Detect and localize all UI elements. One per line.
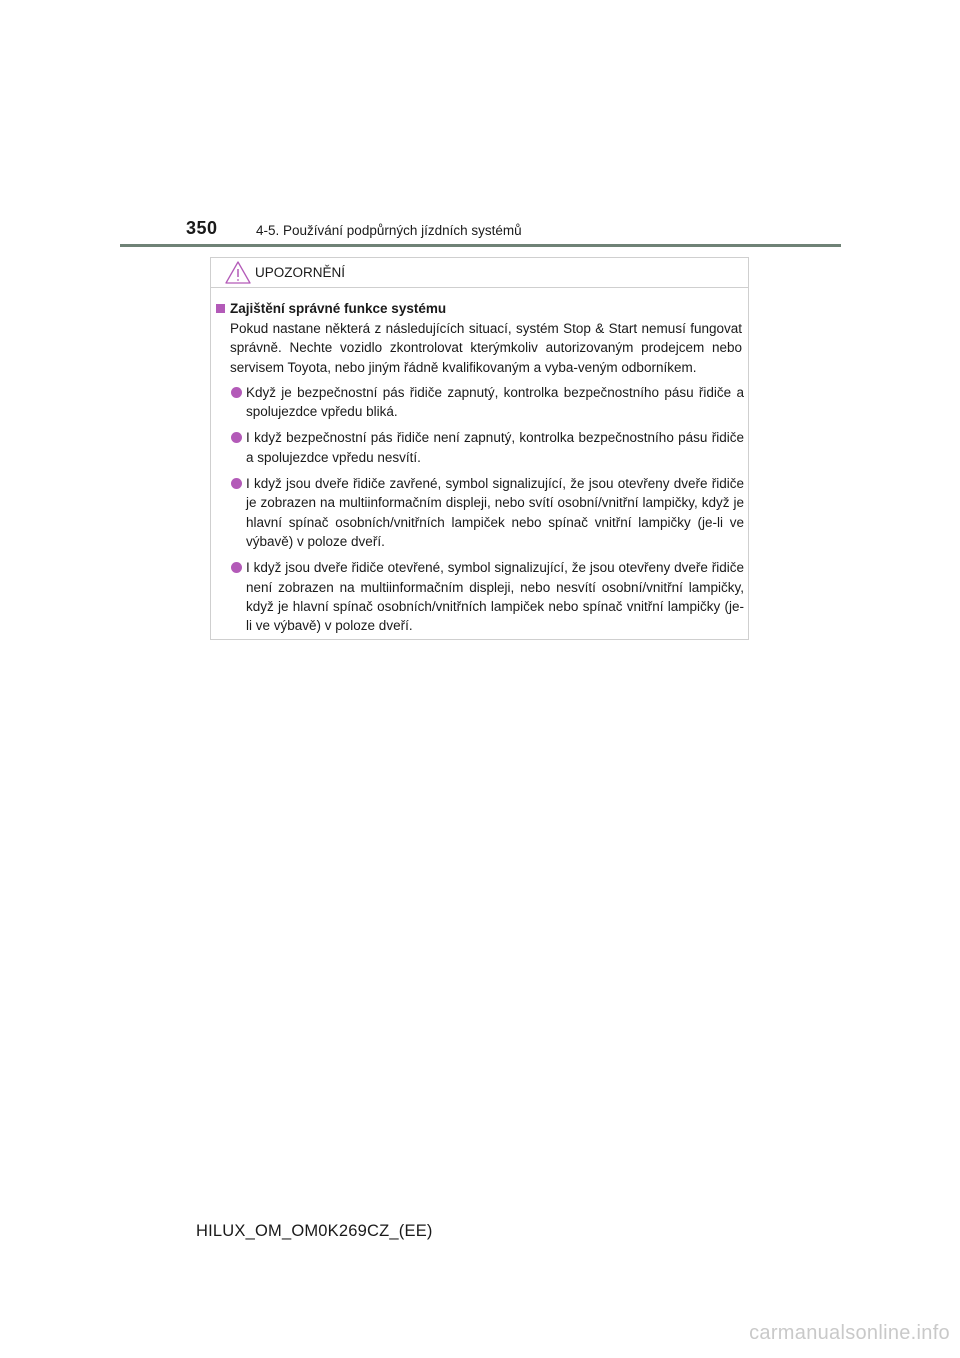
subsection xyxy=(216,298,748,635)
intro-paragraph: Pokud nastane některá z následujících situací, systém Stop & Start nemusí fungovat správně. Nechte vozidlo zkontrolovat kterýmkoliv autorizovaným prodejcem nebo servisem Toyota, nebo jiným řádně kvalifikovaným a vyba-veným odborníkem. xyxy=(230,321,742,375)
subsection-title: Zajištění správné funkce systému xyxy=(230,300,447,316)
list-item-text: I když jsou dveře řidiče zavřené, symbol signalizující, že jsou otevřeny dveře řidiče je zobrazen na multiinformačním displeji, nebo svítí osobní/vnitřní lampičky, když je hlavní spínač osobních/vnitřních lampiček nebo spínač vnitřní lampičky (je-li ve výbavě) v poloze dveří. xyxy=(246,476,744,549)
list-item xyxy=(246,428,744,467)
watermark: carmanualsonline.info xyxy=(749,1322,950,1344)
warning-title: UPOZORNĚNÍ xyxy=(255,265,346,280)
round-bullet-icon xyxy=(231,478,242,489)
round-bullet-icon xyxy=(231,562,242,573)
list-item-text: Když je bezpečnostní pás řidiče zapnutý, kontrolka bezpečnostního pásu řidiče a spolujezdce vpředu bliká. xyxy=(246,384,744,420)
warning-body xyxy=(211,298,748,642)
condition-list xyxy=(216,383,748,636)
list-item xyxy=(246,558,744,635)
round-bullet-icon xyxy=(231,387,242,398)
warning-triangle-icon xyxy=(225,261,251,285)
subsection-heading xyxy=(216,298,748,318)
page-header xyxy=(186,214,826,244)
page-number: 350 xyxy=(186,218,218,238)
warning-header xyxy=(211,258,748,288)
list-item xyxy=(246,383,744,422)
manual-code: HILUX_OM_OM0K269CZ_(EE) xyxy=(196,1222,433,1240)
warning-box xyxy=(210,257,749,640)
list-item xyxy=(246,474,744,551)
round-bullet-icon xyxy=(231,432,242,443)
header-rule xyxy=(120,244,841,247)
square-bullet-icon xyxy=(216,304,225,313)
section-title: 4-5. Používání podpůrných jízdních systémů xyxy=(256,223,522,238)
list-item-text: I když jsou dveře řidiče otevřené, symbol signalizující, že jsou otevřeny dveře řidiče není zobrazen na multiinformačním displeji, nebo nesvítí osobní/vnitřní lampičky, když je hlavní spínač osobních/vnitřních lampiček nebo spínač vnitřní lampičky (je-li ve výbavě) v poloze dveří. xyxy=(246,560,744,634)
list-item-text: I když bezpečnostní pás řidiče není zapnutý, kontrolka bezpečnostního pásu řidiče a spolujezdce vpředu nesvítí. xyxy=(246,430,744,465)
